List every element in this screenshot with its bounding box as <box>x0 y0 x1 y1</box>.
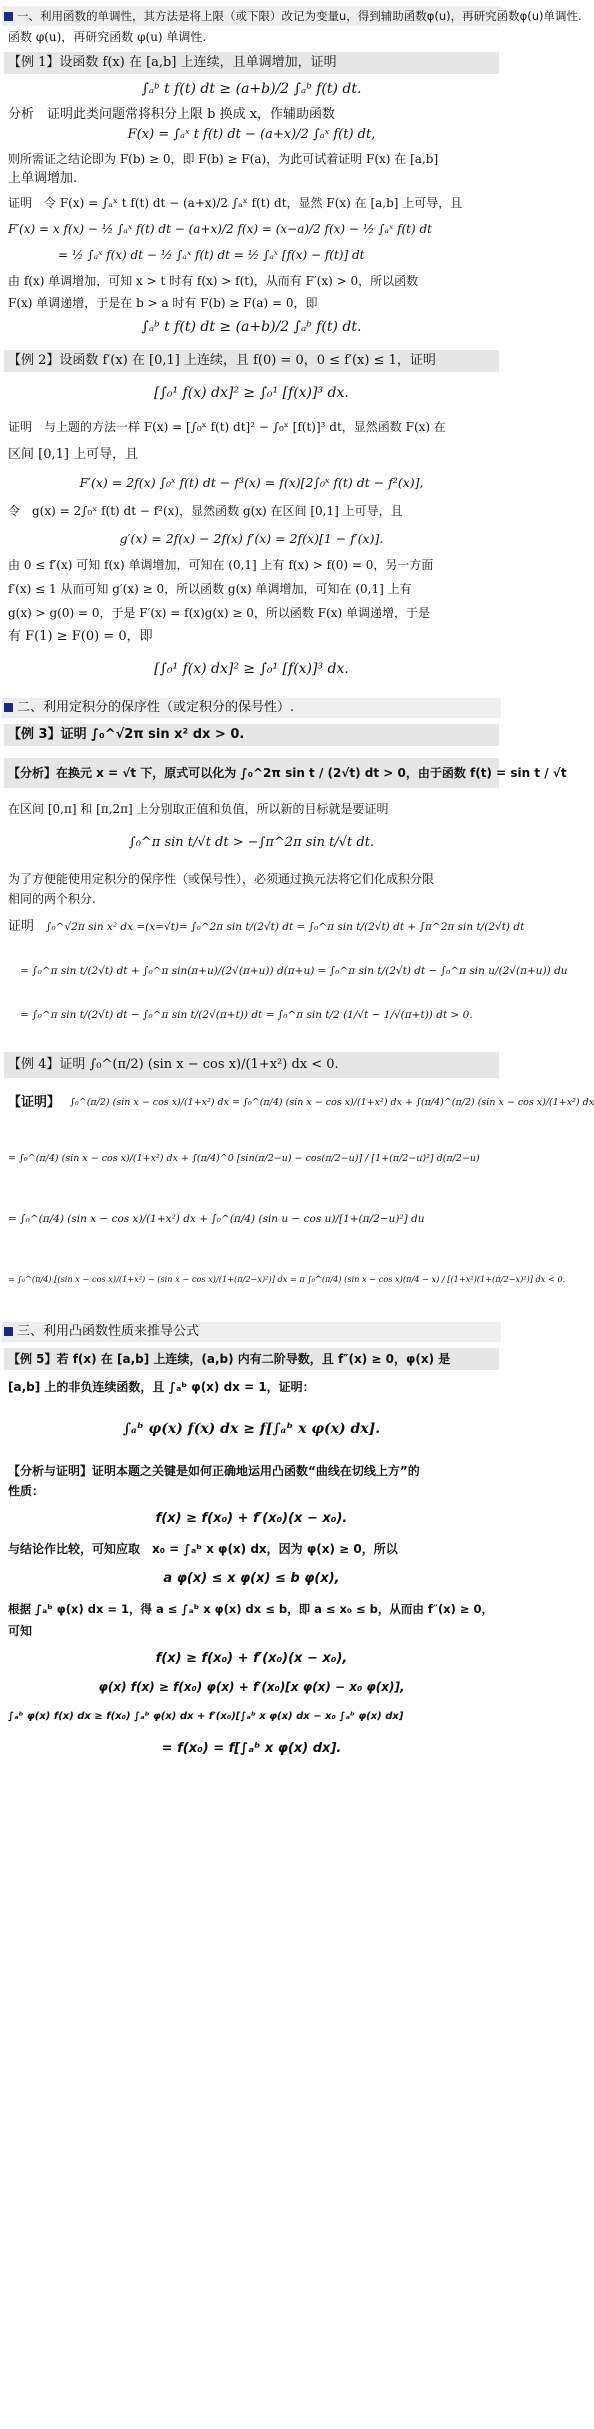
example-1-heading <box>4 52 499 74</box>
example-5-analysis-1: 【分析与证明】证明本题之关键是如何正确地运用凸函数“曲线在切线上方”的 <box>8 1464 420 1478</box>
example-1-proof-4: 由 f(x) 单调增加，可知 x > t 时有 f(x) > f(t)，从而有 F′(x) > 0，所以函数 <box>8 274 419 288</box>
example-3-analysis-4: 为了方便能使用定积分的保序性（或保号性），必须通过换元法将它们化成积分限 <box>8 872 435 886</box>
example-3-analysis-2: 在区间 [0,π] 和 [π,2π] 上分别取正值和负值，所以新的目标就是要证明 <box>8 802 389 816</box>
example-1-analysis-2: 则所需证之结论即为 F(b) ≥ 0，即 F(b) ≥ F(a)，为此可试着证明 F(x) 在 [a,b] <box>8 152 439 166</box>
section-heading-3 <box>2 1322 501 1342</box>
example-2-proof-4: 令 g(x) = 2∫₀ˣ f(t) dt − f²(x)，显然函数 g(x) 在区间 [0,1] 上可导，且 <box>8 504 403 518</box>
example-2-proof-9: 有 F(1) ≥ F(0) = 0，即 <box>8 629 153 644</box>
example-2-proof-3: F′(x) = 2f(x) ∫₀ˣ f(t) dt − f³(x) = f(x)[2∫₀ˣ f(t) dt − f²(x)], <box>79 475 424 490</box>
example-5-analysis-5: a φ(x) ≤ x φ(x) ≤ b φ(x), <box>163 1571 340 1586</box>
example-4-proof-label: 【证明】 <box>8 1095 61 1110</box>
example-4-proof-1: ∫₀^(π/2) (sin x − cos x)/(1+x²) dx = ∫₀^(π/4) (sin x − cos x)/(1+x²) dx + ∫(π/4)^(π/2) (sin x − cos x)/(1+x²) dx <box>70 1097 594 1108</box>
example-2-proof-2: 区间 [0,1] 上可导，且 <box>8 447 139 462</box>
example-4-text: 【例 4】证明 ∫₀^(π/2) (sin x − cos x)/(1+x²) dx < 0. <box>8 1057 339 1072</box>
example-1-analysis-3: 上单调增加. <box>8 171 78 186</box>
example-5-analysis-8: f(x) ≥ f(x₀) + f′(x₀)(x − x₀), <box>155 1651 348 1666</box>
example-5-analysis-11: = f(x₀) = f[∫ₐᵇ x φ(x) dx]. <box>161 1741 342 1756</box>
example-5-heading-2: [a,b] 上的非负连续函数，且 ∫ₐᵇ φ(x) dx = 1，证明： <box>8 1380 315 1394</box>
example-2-formula: [∫₀¹ f(x) dx]² ≥ ∫₀¹ [f(x)]³ dx. <box>154 385 349 401</box>
example-4-heading <box>4 1052 499 1078</box>
example-5-analysis-2: 性质： <box>8 1484 45 1498</box>
example-1-proof-3: = ½ ∫ₐˣ f(x) dt − ½ ∫ₐˣ f(t) dt = ½ ∫ₐˣ [f(x) − f(t)] dt <box>58 248 365 262</box>
example-3-analysis-5: 相同的两个积分. <box>8 892 96 906</box>
example-2-proof-6: 由 0 ≤ f′(x) 可知 f(x) 单调增加，可知在 (0,1] 上有 f(x) > f(0) = 0，另一方面 <box>8 558 434 572</box>
example-1-analysis: 分析 证明此类问题常将积分上限 b 换成 x，作辅助函数 <box>8 107 336 122</box>
example-3-proof-label: 证明 <box>8 919 35 934</box>
example-5-analysis-4: 与结论作比较，可知应取 x₀ = ∫ₐᵇ x φ(x) dx，因为 φ(x) ≥ 0，所以 <box>8 1542 398 1556</box>
example-5-analysis-3: f(x) ≥ f(x₀) + f′(x₀)(x − x₀). <box>155 1511 348 1526</box>
example-3-text: 【例 3】证明 ∫₀^√2π sin x² dx > 0. <box>8 727 245 742</box>
example-4-proof-2: = ∫₀^(π/4) (sin x − cos x)/(1+x²) dx + ∫(π/4)^0 [sin(π/2−u) − cos(π/2−u)] / [1+(π/2−u)²] d(π/2−u) <box>8 1153 480 1164</box>
example-4-proof-4: = ∫₀^(π/4) [(sin x − cos x)/(1+x²) − (sin x − cos x)/(1+(π/2−x)²)] dx = π ∫₀^(π/4) (sin x − cos x)(π/4 − x) / [(1+x²)(1+(π/2−x)²)] dx < 0. <box>8 1274 566 1284</box>
example-5-analysis-6: 根据 ∫ₐᵇ φ(x) dx = 1，得 a ≤ ∫ₐᵇ x φ(x) dx ≤ b，即 a ≤ x₀ ≤ b，从而由 f″(x) ≥ 0， <box>8 1602 494 1616</box>
example-1-formula: ∫ₐᵇ t f(t) dt ≥ (a+b)/2 ∫ₐᵇ f(t) dt. <box>141 81 362 97</box>
section-heading-2 <box>2 698 501 718</box>
example-3-analysis-1 <box>4 758 567 788</box>
example-2-proof-1: 证明 与上题的方法一样 F(x) = [∫₀ˣ f(t) dt]² − ∫₀ˣ [f(t)]³ dt，显然函数 F(x) 在 <box>8 420 446 434</box>
example-3-heading <box>4 724 499 746</box>
example-2-proof-10: [∫₀¹ f(x) dx]² ≥ ∫₀¹ [f(x)]³ dx. <box>154 661 349 677</box>
section-1-text: 一、利用函数的单调性，其方法是将上限（或下限）改记为变量u，得到辅助函数φ(u)，再研究函数φ(u)单调性. <box>17 9 582 23</box>
example-1-proof-2: F′(x) = x f(x) − ½ ∫ₐˣ f(t) dt − (a+x)/2 f(x) = (x−a)/2 f(x) − ½ ∫ₐˣ f(t) dt <box>8 222 433 236</box>
example-1-proof-6: ∫ₐᵇ t f(t) dt ≥ (a+b)/2 ∫ₐᵇ f(t) dt. <box>141 319 362 335</box>
example-3-proof-1: ∫₀^√2π sin x² dx =(x=√t)= ∫₀^2π sin t/(2√t) dt = ∫₀^π sin t/(2√t) dt + ∫π^2π sin t/(2√t) dt <box>46 921 525 933</box>
section-marker <box>4 1327 13 1336</box>
example-5-analysis-10: ∫ₐᵇ φ(x) f(x) dx ≥ f(x₀) ∫ₐᵇ φ(x) dx + f′(x₀)[∫ₐᵇ x φ(x) dx − x₀ ∫ₐᵇ φ(x) dx] <box>8 1711 404 1722</box>
section-marker <box>4 12 13 21</box>
example-5-text-1: 【例 5】若 f(x) 在 [a,b] 上连续，(a,b) 内有二阶导数，且 f″(x) ≥ 0，φ(x) 是 <box>8 1352 451 1366</box>
example-5-heading <box>4 1348 499 1370</box>
example-3-proof-3: = ∫₀^π sin t/(2√t) dt − ∫₀^π sin t/(2√(π+t)) dt = ∫₀^π sin t/2 (1/√t − 1/√(π+t)) dt > 0. <box>20 1009 473 1021</box>
example-4-proof-3: = ∫₀^(π/4) (sin x − cos x)/(1+x²) dx + ∫₀^(π/4) (sin u − cos u)/[1+(π/2−u)²] du <box>8 1213 425 1225</box>
example-5-analysis-9: φ(x) f(x) ≥ f(x₀) φ(x) + f′(x₀)[x φ(x) − x₀ φ(x)], <box>98 1680 405 1694</box>
example-5-formula: ∫ₐᵇ φ(x) f(x) dx ≥ f[∫ₐᵇ x φ(x) dx]. <box>122 1421 381 1437</box>
section-heading-1 <box>2 6 582 26</box>
section-3-text: 三、利用凸函数性质来推导公式 <box>17 1324 200 1339</box>
section-2-text: 二、利用定积分的保序性（或定积分的保号性）. <box>17 700 295 715</box>
section-marker <box>4 703 13 712</box>
example-5-analysis-7: 可知 <box>8 1624 33 1638</box>
example-3-proof-2: = ∫₀^π sin t/(2√t) dt + ∫₀^π sin(π+u)/(2√(π+u)) d(π+u) = ∫₀^π sin t/(2√t) dt − ∫₀^π sin u/(2√(π+u)) du <box>20 965 568 977</box>
example-2-proof-7: f′(x) ≤ 1 从而可知 g′(x) ≥ 0，所以函数 g(x) 单调增加，可知在 (0,1] 上有 <box>8 582 412 596</box>
example-2-proof-5: g′(x) = 2f(x) − 2f(x) f′(x) = 2f(x)[1 − f′(x)]. <box>119 531 384 546</box>
example-2-heading <box>4 350 499 372</box>
example-2-proof-8: g(x) > g(0) = 0，于是 F′(x) = f(x)g(x) ≥ 0，所以函数 F(x) 单调递增，于是 <box>8 606 430 620</box>
example-2-text: 【例 2】设函数 f′(x) 在 [0,1] 上连续，且 f(0) = 0，0 ≤ f′(x) ≤ 1，证明 <box>8 353 436 368</box>
intro-line-2: 函数 φ(u)，再研究函数 φ(u) 单调性. <box>8 30 207 44</box>
example-3-analysis-1-text: 【分析】在换元 x = √t 下，原式可以化为 ∫₀^2π sin t / (2√t) dt > 0，由于函数 f(t) = sin t / √t <box>8 766 567 780</box>
example-1-proof-5: F(x) 单调递增，于是在 b > a 时有 F(b) ≥ F(a) = 0，即 <box>8 296 318 310</box>
example-1-text: 【例 1】设函数 f(x) 在 [a,b] 上连续，且单调增加，证明 <box>8 55 337 70</box>
example-3-analysis-3: ∫₀^π sin t/√t dt > −∫π^2π sin t/√t dt. <box>128 835 375 850</box>
example-1-proof-1: 证明 令 F(x) = ∫ₐˣ t f(t) dt − (a+x)/2 ∫ₐˣ f(t) dt，显然 F(x) 在 [a,b] 上可导，且 <box>8 196 463 210</box>
example-1-aux: F(x) = ∫ₐˣ t f(t) dt − (a+x)/2 ∫ₐˣ f(t) dt, <box>127 127 376 142</box>
